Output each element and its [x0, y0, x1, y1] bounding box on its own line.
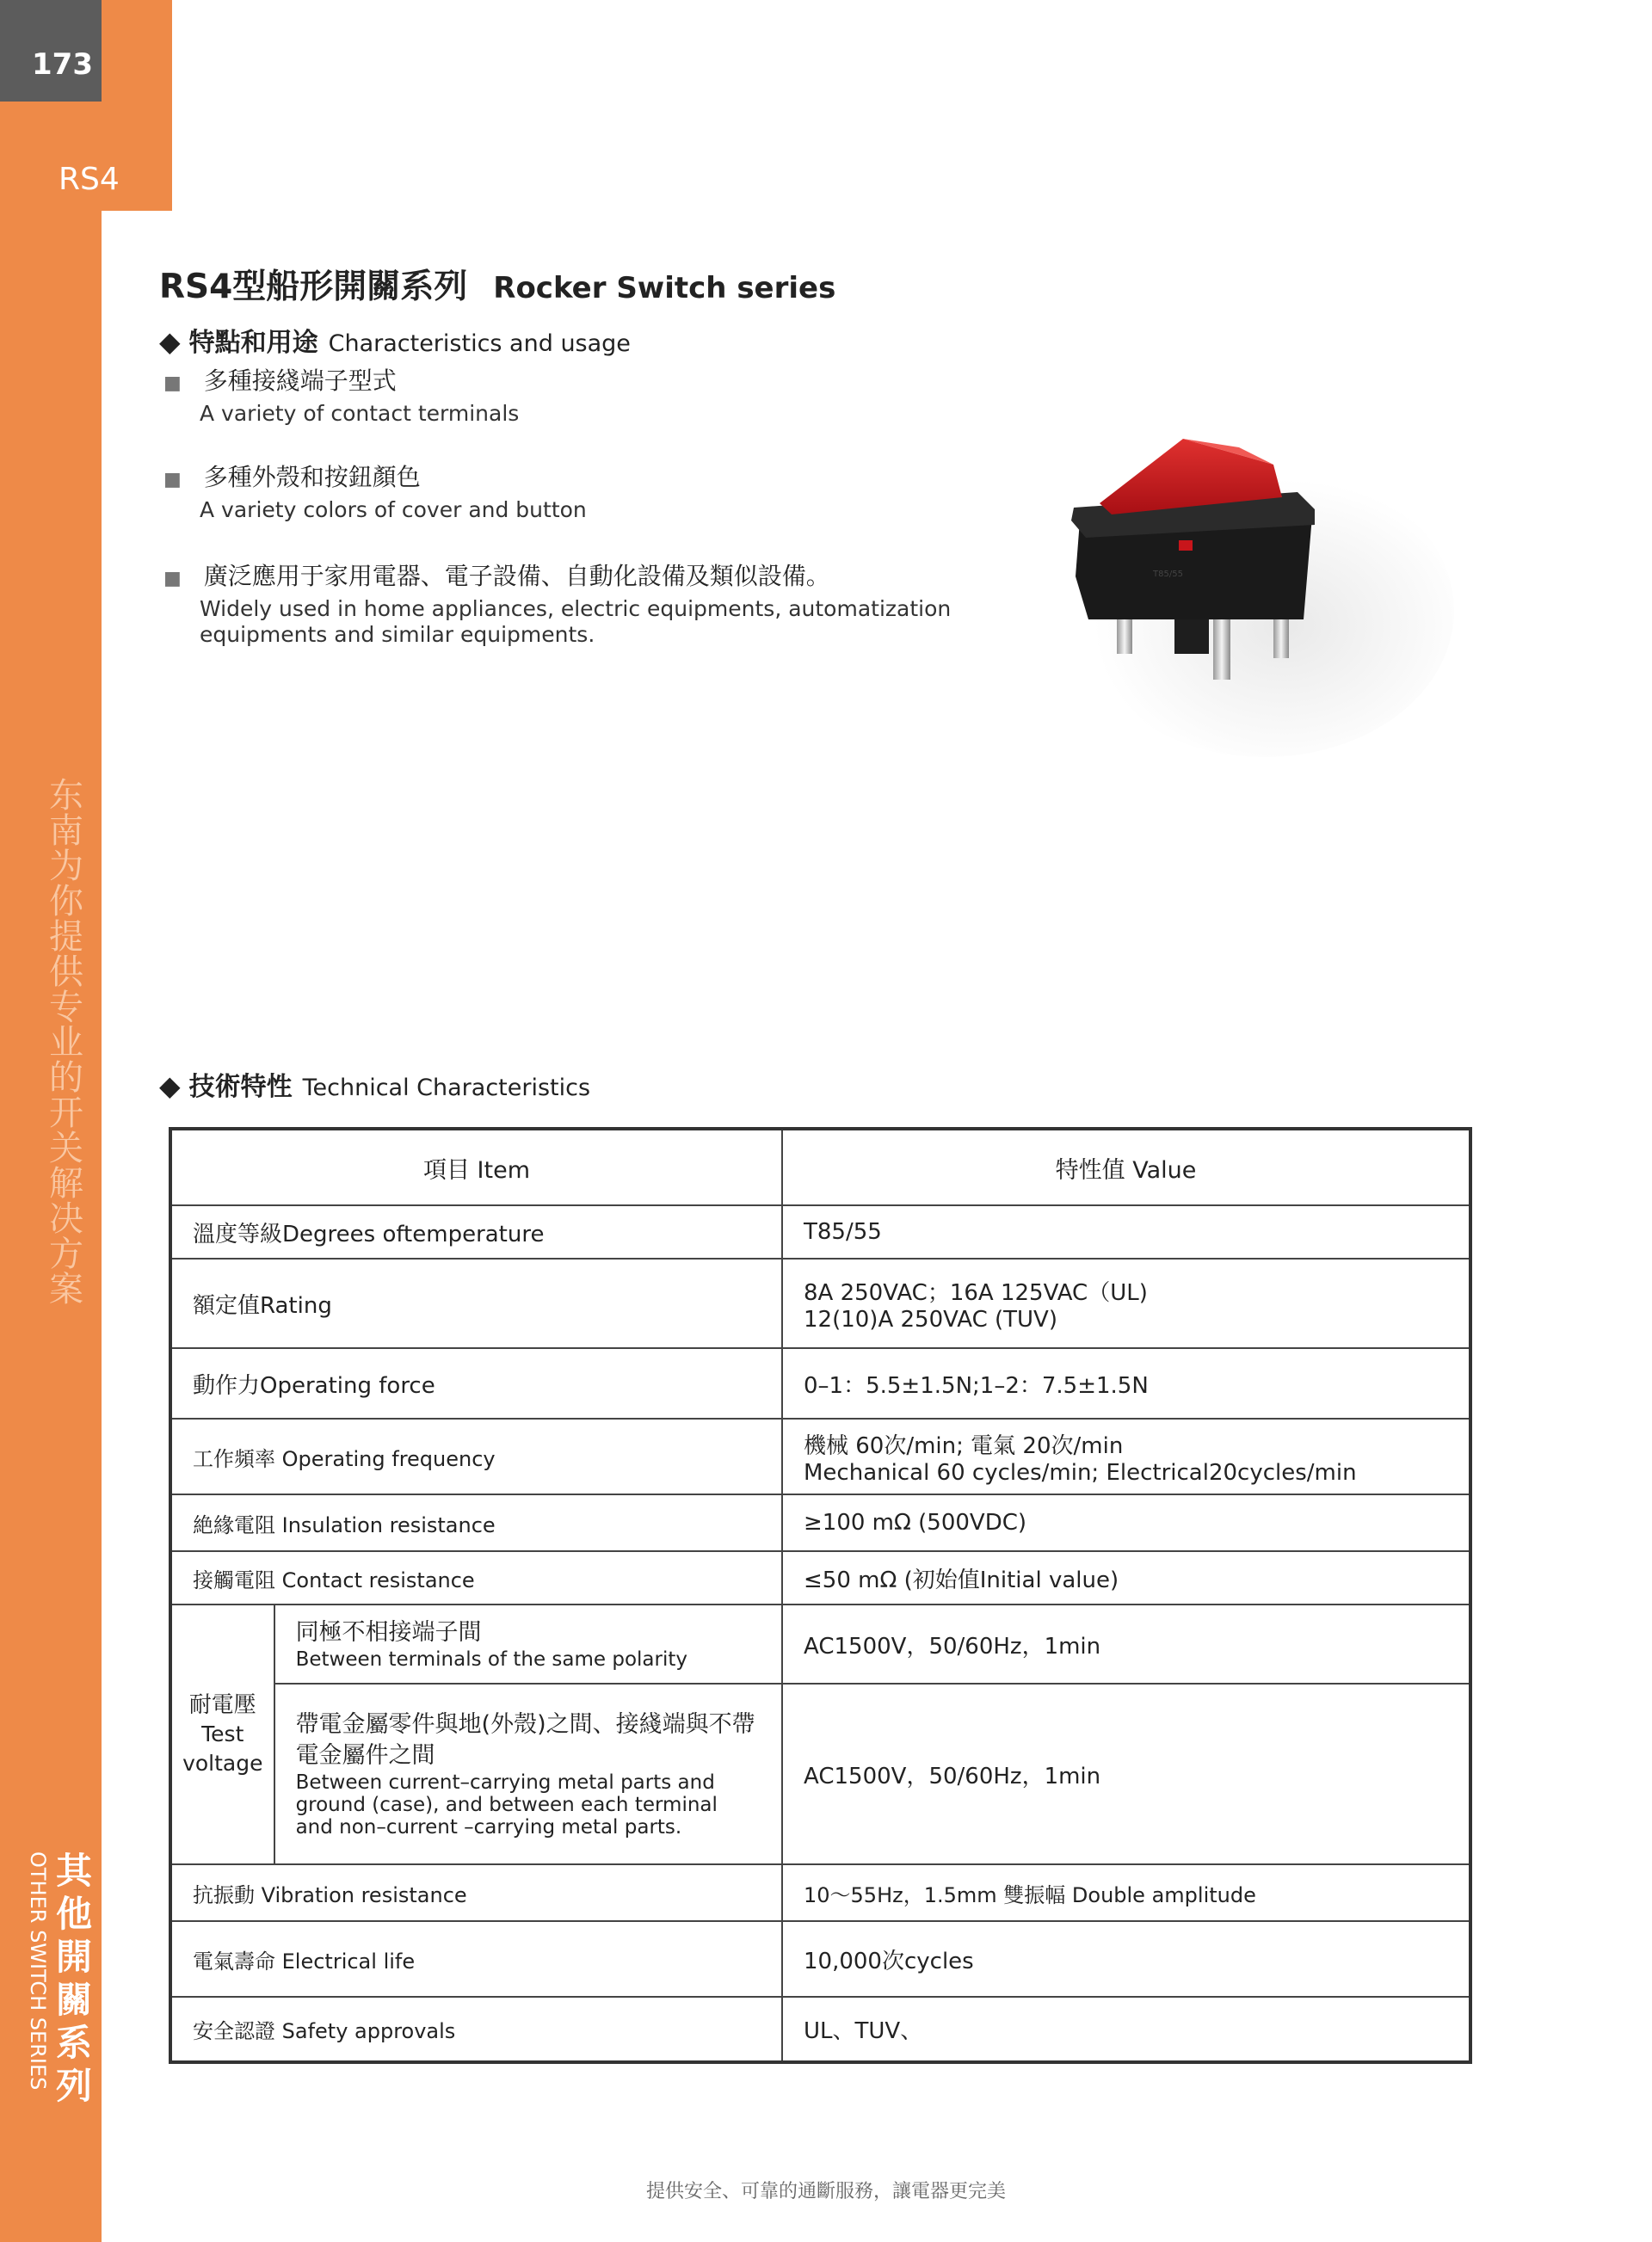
row-value: UL、TUV、 — [782, 1997, 1470, 2062]
page-number: 173 — [32, 47, 93, 82]
side-slogan: 东 南 为 你 提 供 专 业 的 开 关 解 决 方 案 — [49, 776, 83, 1309]
bullet-item-en: A variety of contact terminals — [200, 401, 520, 426]
section-technical-heading: ◆ 技術特性 Technical Characteristics — [159, 1069, 591, 1102]
row-item: 額定值Rating — [170, 1259, 782, 1348]
table-row — [170, 1997, 1470, 2062]
series-code: RS4 — [59, 162, 120, 197]
table-row — [170, 1494, 1470, 1551]
table-row — [170, 1419, 1470, 1494]
test-voltage-label: 耐電壓 Test voltage — [170, 1605, 274, 1864]
bullet-item: ■ 廣泛應用于家用電器、電子設備、自動化設備及類似設備。 — [163, 562, 830, 590]
section-characteristics-heading: ◆ 特點和用途 Characteristics and usage — [159, 325, 631, 358]
title-cn: RS4型船形開關系列 — [159, 268, 468, 306]
row-item: 電氣壽命 Electrical life — [170, 1921, 782, 1997]
row-item: 抗振動 Vibration resistance — [170, 1864, 782, 1921]
svg-text:T85/55: T85/55 — [1153, 570, 1183, 579]
row-value: 10,000次cycles — [782, 1921, 1470, 1997]
diamond-icon: ◆ — [159, 1069, 181, 1102]
bullet-item: ■ 多種外殼和按鈕顏色 — [163, 463, 421, 491]
side-category-cn: 其 他 開 關 系 列 — [55, 1850, 92, 2107]
table-row — [170, 1259, 1470, 1348]
footer-slogan: 提供安全、可靠的通斷服務，讓電器更完美 — [645, 2181, 1006, 2202]
row-item: 工作頻率 Operating frequency — [170, 1419, 782, 1494]
page-title — [159, 260, 835, 308]
diamond-icon: ◆ — [159, 325, 181, 358]
spec-table — [169, 1127, 1472, 2064]
header-value: 特性值 Value — [782, 1129, 1470, 1205]
rocker-switch-image — [1015, 413, 1463, 757]
row-value: 機械 60次/min; 電氣 20次/min Mechanical 60 cycles/min; Electrical20cycles/min — [782, 1419, 1470, 1494]
table-row-test-voltage — [170, 1684, 1470, 1864]
title-en: Rocker Switch series — [493, 271, 836, 305]
row-value: ≥100 mΩ (500VDC) — [782, 1494, 1470, 1551]
side-category-en: OTHER SWITCH SERIES — [26, 1851, 50, 2091]
square-bullet-icon: ■ — [163, 469, 182, 490]
test-voltage-sub-item: 帶電金屬零件與地(外殼)之間、接綫端與不帶電金屬件之間 Between current–carrying metal parts and ground (case), and between each terminal and non–current –carrying metal parts. — [274, 1684, 782, 1864]
bullet-item-en: A variety colors of cover and button — [200, 497, 587, 522]
table-row — [170, 1551, 1470, 1605]
test-voltage-sub-item: 同極不相接端子間 Between terminals of the same polarity — [274, 1605, 782, 1684]
row-item: 絶緣電阻 Insulation resistance — [170, 1494, 782, 1551]
square-bullet-icon: ■ — [163, 373, 182, 394]
table-row — [170, 1348, 1470, 1419]
row-value: AC1500V，50/60Hz，1min — [782, 1605, 1470, 1684]
table-row — [170, 1864, 1470, 1921]
table-row — [170, 1921, 1470, 1997]
row-value: ≤50 mΩ (初始值Initial value) — [782, 1551, 1470, 1605]
bullet-item: ■ 多種接綫端子型式 — [163, 366, 397, 395]
row-value: AC1500V，50/60Hz，1min — [782, 1684, 1470, 1864]
row-item: 安全認證 Safety approvals — [170, 1997, 782, 2062]
bullet-item-en: Widely used in home appliances, electric equipments, automatization equipments and similar equipments. — [200, 596, 952, 647]
table-row-test-voltage — [170, 1605, 1470, 1684]
row-value: 10～55Hz，1.5mm 雙振幅 Double amplitude — [782, 1864, 1470, 1921]
header-item: 項目 Item — [170, 1129, 782, 1205]
table-header-row — [170, 1129, 1470, 1205]
row-item: 溫度等級Degrees oftemperature — [170, 1205, 782, 1259]
row-value: 8A 250VAC；16A 125VAC（UL) 12(10)A 250VAC (TUV) — [782, 1259, 1470, 1348]
square-bullet-icon: ■ — [163, 568, 182, 589]
row-item: 動作力Operating force — [170, 1348, 782, 1419]
row-value: T85/55 — [782, 1205, 1470, 1259]
table-row — [170, 1205, 1470, 1259]
row-item: 接觸電阻 Contact resistance — [170, 1551, 782, 1605]
row-value: 0–1：5.5±1.5N;1–2：7.5±1.5N — [782, 1348, 1470, 1419]
